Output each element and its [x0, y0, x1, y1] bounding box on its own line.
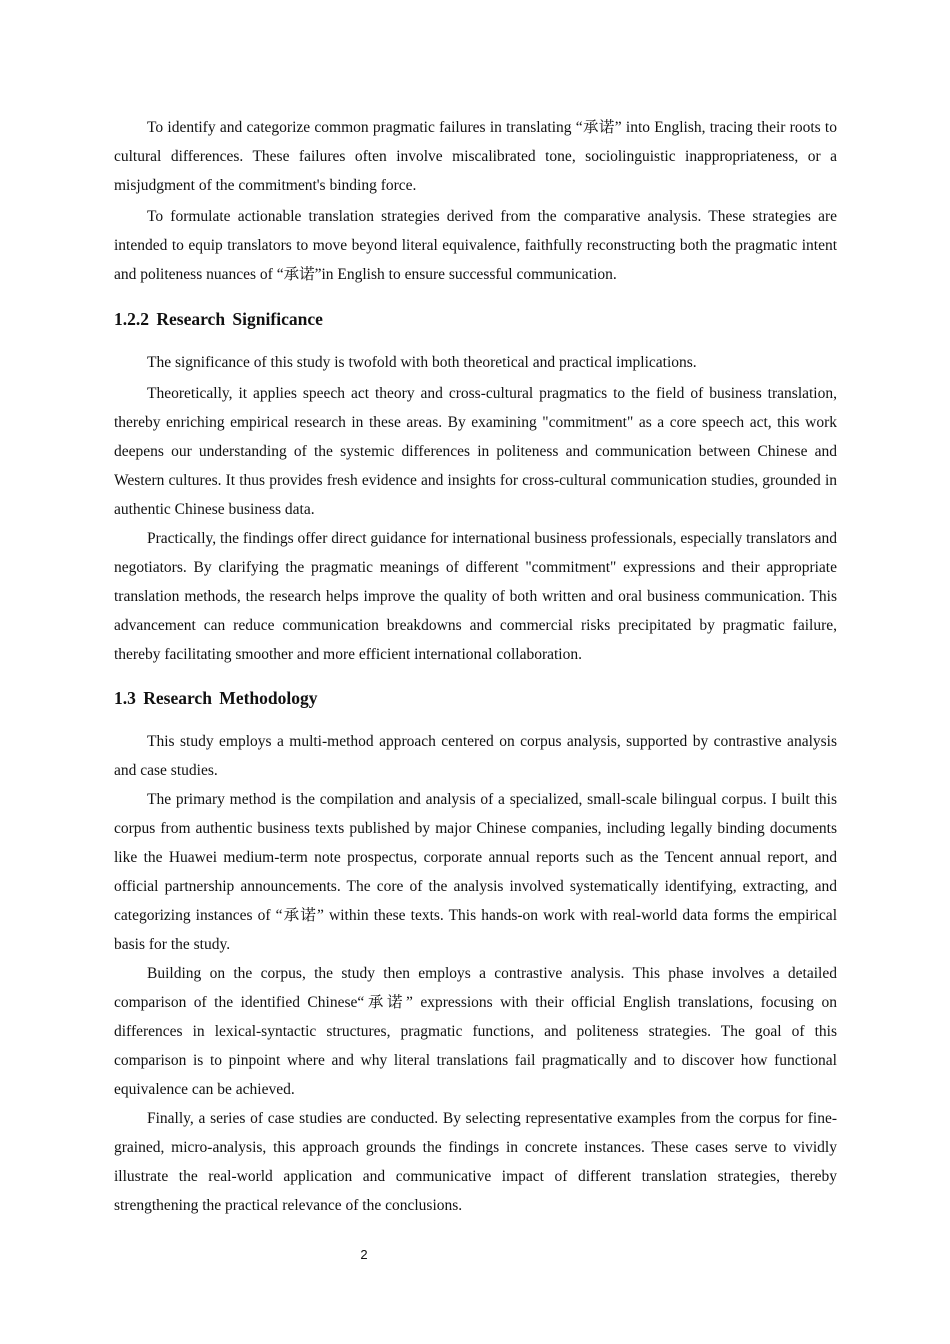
methodology-case-studies-paragraph: Finally, a series of case studies are conducted. By selecting representative examples from the corpus for fine-grained, micro-analysis, this approach grounds the findings in concrete instances. These cases serve to vividly illustrate the real-world application and communicative impact of different translation strategies, thereby strengthening the practical relevance of the conclusions.: [114, 1110, 837, 1214]
significance-intro-paragraph: The significance of this study is twofold with both theoretical and practical implications.: [147, 354, 697, 371]
methodology-intro-paragraph: This study employs a multi-method approach centered on corpus analysis, supported by contrastive analysis and case studies.: [114, 733, 837, 779]
methodology-corpus-paragraph: The primary method is the compilation and analysis of a specialized, small-scale bilingual corpus. I built this corpus from authentic business texts published by major Chinese companies, including legally binding documents like the Huawei medium-term note prospectus, corporate annual reports such as the Tencent annual report, and official partnership announcements. The core of the analysis involved systematically identifying, extracting, and categorizing instances of “承诺” within these texts. This hands-on work with real-world data forms the empirical basis for the study.: [114, 791, 837, 953]
section-heading-research-methodology: 1.3 Research Methodology: [114, 688, 318, 708]
significance-theoretical-paragraph: Theoretically, it applies speech act theory and cross-cultural pragmatics to the field of business translation, thereby enriching empirical research in these areas. By examining "commitment" as a core speech act, this work deepens our understanding of the systemic differences in politeness and communication between Chinese and Western cultures. It thus provides fresh evidence and insights for cross-cultural communication studies, grounded in authentic Chinese business data.: [114, 385, 837, 518]
page-number: 2: [360, 1247, 368, 1262]
objective-paragraph-2: To formulate actionable translation strategies derived from the comparative analysis. These strategies are intended to equip translators to move beyond literal equivalence, faithfully reconstructing both the pragmatic intent and politeness nuances of “承诺”in English to ensure successful communication.: [114, 208, 837, 283]
page-content: [114, 113, 837, 1220]
objective-paragraph-1: To identify and categorize common pragmatic failures in translating “承诺” into English, tracing their roots to cultural differences. These failures often involve miscalibrated tone, sociolinguistic inappropriateness, or a misjudgment of the commitment's binding force.: [114, 119, 837, 194]
significance-practical-paragraph: Practically, the findings offer direct guidance for international business professionals, especially translators and negotiators. By clarifying the pragmatic meanings of different "commitment" expressions and their appropriate translation methods, the research helps improve the quality of both written and oral business communication. This advancement can reduce communication breakdowns and commercial risks precipitated by pragmatic failure, thereby facilitating smoother and more efficient international collaboration.: [114, 530, 837, 663]
section-heading-research-significance: 1.2.2 Research Significance: [114, 309, 323, 329]
methodology-contrastive-paragraph: Building on the corpus, the study then employs a contrastive analysis. This phase involves a detailed comparison of the identified Chinese“承诺” expressions with their official English translations, focusing on differences in lexical-syntactic structures, pragmatic functions, and politeness strategies. The goal of this comparison is to pinpoint where and why literal translations fail pragmatically and to discover how functional equivalence can be achieved.: [114, 965, 837, 1098]
